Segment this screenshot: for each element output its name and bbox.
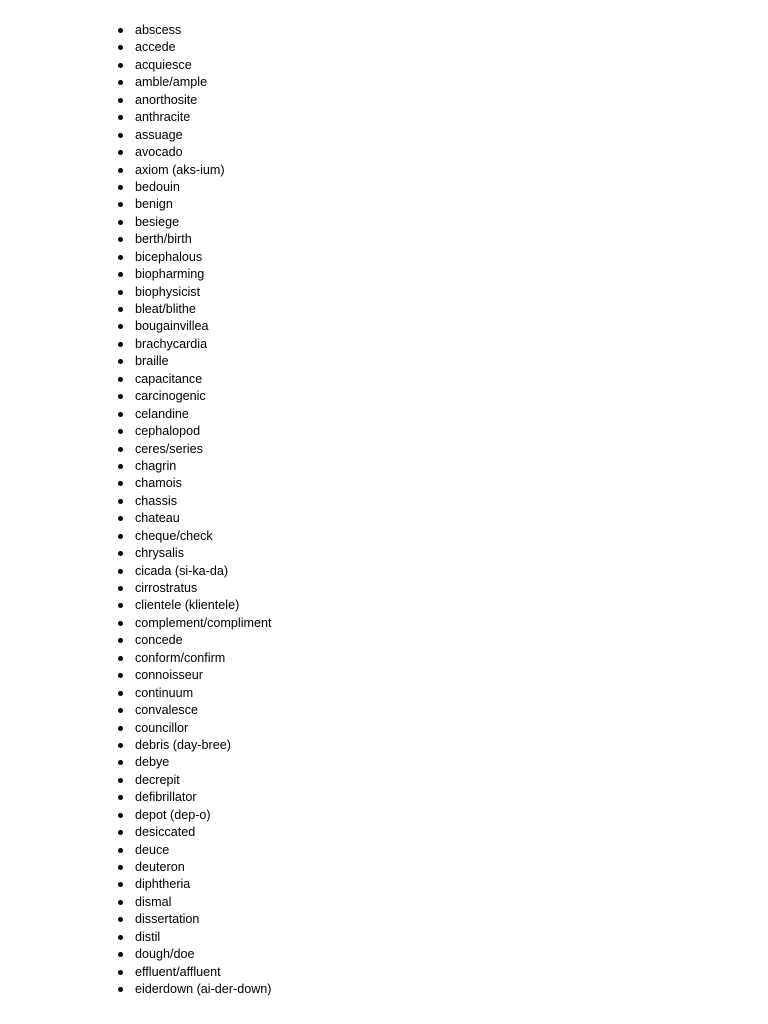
bullet-icon bbox=[118, 481, 123, 486]
list-item-text: connoisseur bbox=[135, 668, 203, 683]
bullet-icon bbox=[118, 638, 123, 643]
bullet-icon bbox=[118, 28, 123, 33]
bullet-icon bbox=[118, 464, 123, 469]
list-item-text: chassis bbox=[135, 493, 177, 508]
list-item-text: deuce bbox=[135, 842, 170, 857]
list-item-text: clientele (klientele) bbox=[135, 598, 240, 613]
bullet-icon bbox=[118, 307, 123, 312]
list-item-text: cephalopod bbox=[135, 424, 201, 439]
bullet-icon bbox=[118, 830, 123, 835]
bullet-icon bbox=[118, 377, 123, 382]
bullet-icon bbox=[118, 691, 123, 696]
list-item-text: convalesce bbox=[135, 703, 199, 718]
list-item-text: avocado bbox=[135, 145, 183, 160]
bullet-icon bbox=[118, 290, 123, 295]
bullet-icon bbox=[118, 708, 123, 713]
bullet-icon bbox=[118, 813, 123, 818]
list-item-text: dissertation bbox=[135, 912, 200, 927]
list-item-text: dough/doe bbox=[135, 947, 195, 962]
bullet-icon bbox=[118, 45, 123, 50]
list-item-text: continuum bbox=[135, 685, 194, 700]
list-item-text: amble/ample bbox=[135, 75, 208, 90]
bullet-icon bbox=[118, 63, 123, 68]
list-item-text: bougainvillea bbox=[135, 319, 209, 334]
bullet-icon bbox=[118, 569, 123, 574]
bullet-icon bbox=[118, 255, 123, 260]
bullet-icon bbox=[118, 743, 123, 748]
list-item-text: chamois bbox=[135, 476, 182, 491]
list-item-text: desiccated bbox=[135, 825, 196, 840]
bullet-icon bbox=[118, 621, 123, 626]
bullet-icon bbox=[118, 220, 123, 225]
list-item-text: biophysicist bbox=[135, 284, 201, 299]
list-item-text: cheque/check bbox=[135, 528, 213, 543]
bullet-icon bbox=[118, 447, 123, 452]
bullet-icon bbox=[118, 935, 123, 940]
bullet-icon bbox=[118, 412, 123, 417]
list-item-text: debris (day-bree) bbox=[135, 737, 231, 752]
bullet-icon bbox=[118, 150, 123, 155]
bullet-icon bbox=[118, 534, 123, 539]
list-item-text: distil bbox=[135, 929, 161, 944]
list-item-text: biopharming bbox=[135, 267, 205, 282]
list-item-text: accede bbox=[135, 40, 176, 55]
list-item-text: chateau bbox=[135, 511, 180, 526]
list-item-text: abscess bbox=[135, 23, 182, 37]
list-item-text: anorthosite bbox=[135, 92, 198, 107]
bullet-icon bbox=[118, 673, 123, 678]
bullet-icon bbox=[118, 848, 123, 853]
bullet-icon bbox=[118, 98, 123, 103]
list-item-text: berth/birth bbox=[135, 232, 192, 247]
list-item-text: councillor bbox=[135, 720, 189, 735]
bullet-icon bbox=[118, 516, 123, 521]
bullet-icon bbox=[118, 952, 123, 957]
bullet-icon bbox=[118, 133, 123, 138]
list-item-text: brachycardia bbox=[135, 336, 208, 351]
list-item-text: debye bbox=[135, 755, 170, 770]
list-item-text: capacitance bbox=[135, 371, 203, 386]
list-item-text: assuage bbox=[135, 127, 183, 142]
list-item-text: cicada (si-ka-da) bbox=[135, 563, 229, 578]
bullet-icon bbox=[118, 551, 123, 556]
bullet-icon bbox=[118, 865, 123, 870]
bullet-icon bbox=[118, 987, 123, 992]
list-item-text: benign bbox=[135, 197, 173, 212]
bullet-icon bbox=[118, 429, 123, 434]
list-item-text: eiderdown (ai-der-down) bbox=[135, 982, 272, 997]
list-item-text: defibrillator bbox=[135, 790, 197, 805]
bullet-icon bbox=[118, 202, 123, 207]
list-item-text: bicephalous bbox=[135, 249, 203, 264]
bullet-icon bbox=[118, 603, 123, 608]
list-item-text: chrysalis bbox=[135, 546, 184, 561]
list-item-text: besiege bbox=[135, 214, 180, 229]
bullet-icon bbox=[118, 499, 123, 504]
list-item-text: axiom (aks-ium) bbox=[135, 162, 225, 177]
bullet-icon bbox=[118, 168, 123, 173]
bullet-icon bbox=[118, 359, 123, 364]
list-item-text: anthracite bbox=[135, 110, 191, 125]
list-item-text: bleat/blithe bbox=[135, 302, 196, 316]
bullet-icon bbox=[118, 760, 123, 765]
bullet-icon bbox=[118, 795, 123, 800]
list-item-text: depot (dep-o) bbox=[135, 807, 211, 822]
bullet-icon bbox=[118, 656, 123, 661]
bullet-icon bbox=[118, 272, 123, 277]
list-item-text: complement/compliment bbox=[135, 615, 272, 630]
bullet-icon bbox=[118, 970, 123, 975]
list-item-text: dismal bbox=[135, 894, 172, 909]
list-item-text: diphtheria bbox=[135, 877, 191, 892]
bullet-icon bbox=[118, 237, 123, 242]
bullet-icon bbox=[118, 586, 123, 591]
list-item-text: braille bbox=[135, 354, 169, 369]
bullet-icon bbox=[118, 917, 123, 922]
list-item-text: celandine bbox=[135, 406, 189, 421]
bullet-icon bbox=[118, 115, 123, 120]
bullet-icon bbox=[118, 778, 123, 783]
list-item-text: decrepit bbox=[135, 772, 180, 787]
list-item-text: cirrostratus bbox=[135, 581, 198, 595]
bullet-icon bbox=[118, 80, 123, 85]
bullet-icon bbox=[118, 882, 123, 887]
list-item-text: concede bbox=[135, 633, 183, 648]
bullet-icon bbox=[118, 394, 123, 399]
bullet-icon bbox=[118, 342, 123, 347]
list-item-text: ceres/series bbox=[135, 441, 203, 456]
bullet-icon bbox=[118, 900, 123, 905]
list-item-text: effluent/affluent bbox=[135, 964, 221, 979]
list-item-text: bedouin bbox=[135, 179, 180, 194]
list-item-text: carcinogenic bbox=[135, 389, 206, 404]
list-item-text: chagrin bbox=[135, 458, 177, 473]
bullet-icon bbox=[118, 324, 123, 329]
list-item-text: deuteron bbox=[135, 860, 185, 874]
list-item-text: conform/confirm bbox=[135, 650, 226, 665]
list-item-text: acquiesce bbox=[135, 57, 192, 72]
bullet-icon bbox=[118, 185, 123, 190]
bullet-icon bbox=[118, 726, 123, 731]
